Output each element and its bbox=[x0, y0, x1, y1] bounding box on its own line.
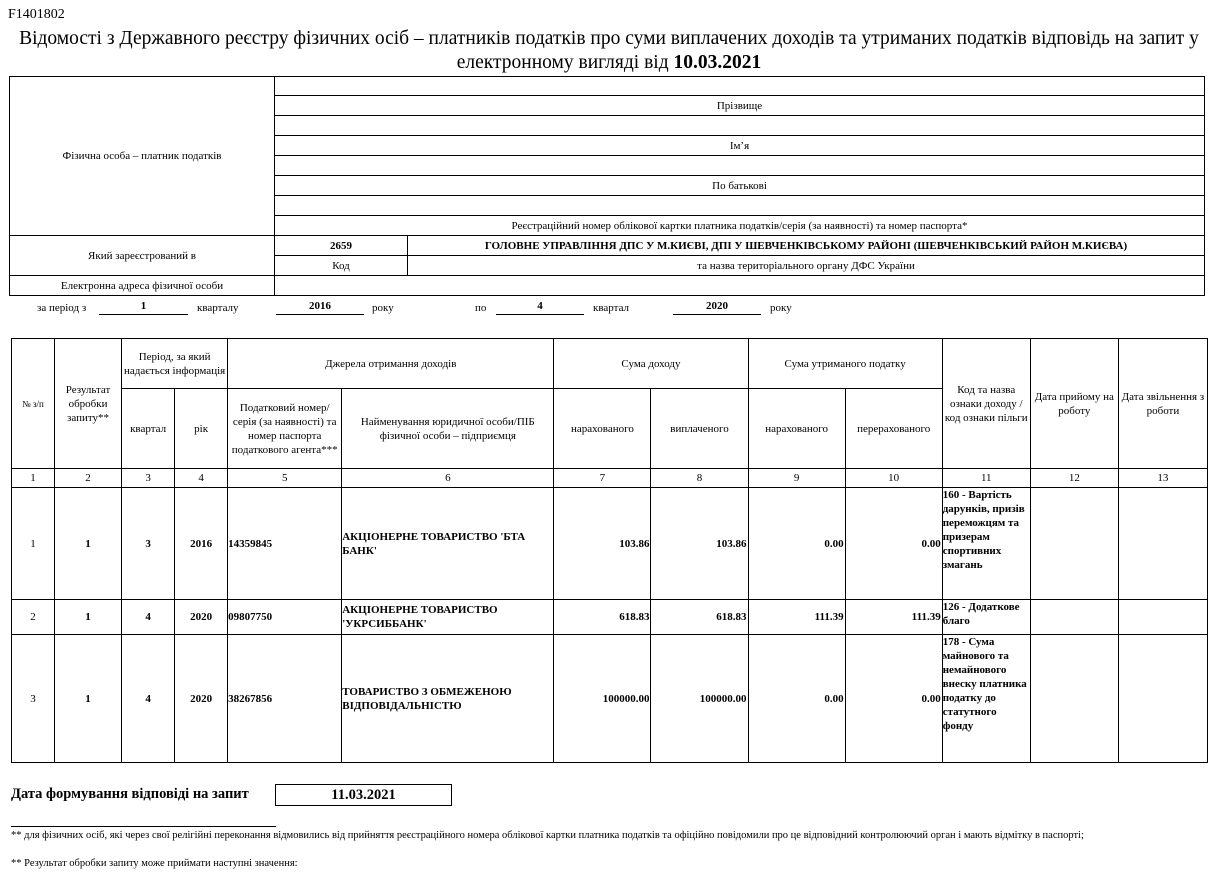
period-year-word-1: року bbox=[372, 302, 394, 314]
header-tax-id: Податковий номер/ серія (за наявності) та номер паспорта податкового агента*** bbox=[228, 389, 342, 469]
name-label: Ім’я bbox=[275, 136, 1205, 156]
header-year: рік bbox=[175, 389, 228, 469]
col-number: 2 bbox=[55, 469, 122, 488]
registered-label: Який зареєстрований в bbox=[10, 236, 275, 276]
row-entity: ТОВАРИСТВО З ОБМЕЖЕНОЮ ВІДПОВІДАЛЬНІСТЮ bbox=[342, 635, 554, 763]
row-num: 3 bbox=[12, 635, 55, 763]
patronymic-value bbox=[275, 156, 1205, 176]
footnote-1: ** для фізичних осіб, які через свої релігійні переконання відмовились від прийняття реєстраційного номера облікової картки платника податків та офіційно повідомили про це відповідний контролюючий орган і мають відмітку в паспорті; bbox=[11, 830, 1084, 841]
col-number: 9 bbox=[748, 469, 845, 488]
table-row bbox=[12, 635, 1208, 763]
row-num: 2 bbox=[12, 600, 55, 635]
col-number: 10 bbox=[845, 469, 942, 488]
form-code: F1401802 bbox=[8, 7, 65, 22]
col-number: 7 bbox=[554, 469, 651, 488]
row-paid: 100000.00 bbox=[651, 635, 748, 763]
row-paid: 103.86 bbox=[651, 488, 748, 600]
office-caption: та назва територіального органу ДФС України bbox=[408, 256, 1205, 276]
header-hire-date: Дата прийому на роботу bbox=[1030, 339, 1118, 469]
row-fire-date bbox=[1118, 600, 1207, 635]
row-tax-transferred: 111.39 bbox=[845, 600, 942, 635]
page-title bbox=[0, 27, 1218, 75]
response-date-label: Дата формування відповіді на запит bbox=[11, 786, 249, 802]
period-to-quarter: 4 bbox=[496, 300, 584, 315]
header-paid: виплаченого bbox=[651, 389, 748, 469]
office-name: ГОЛОВНЕ УПРАВЛІННЯ ДПС У М.КИЄВІ, ДПІ У ШЕВЧЕНКІВСЬКОМУ РАЙОНІ (ШЕВЧЕНКІВСЬКИЙ РАЙОН М.КИЄВА) bbox=[408, 236, 1205, 256]
email-value bbox=[275, 276, 1205, 296]
surname-value bbox=[275, 77, 1205, 96]
response-date-value: 11.03.2021 bbox=[275, 784, 452, 806]
reg-number-label: Реєстраційний номер облікової картки платника податків/серія (за наявності) та номер паспорта* bbox=[275, 216, 1205, 236]
row-hire-date bbox=[1030, 600, 1118, 635]
row-tax-id: 09807750 bbox=[228, 600, 342, 635]
row-result: 1 bbox=[55, 635, 122, 763]
row-accrued: 618.83 bbox=[554, 600, 651, 635]
person-info-table bbox=[9, 76, 1205, 296]
col-number: 11 bbox=[942, 469, 1030, 488]
header-fire-date: Дата звільнення з роботи bbox=[1118, 339, 1207, 469]
period-quarter-word-2: квартал bbox=[593, 302, 630, 314]
header-quarter: квартал bbox=[122, 389, 175, 469]
table-row bbox=[12, 600, 1208, 635]
row-code: 126 - Додаткове благо bbox=[942, 600, 1030, 635]
row-tax-accrued: 0.00 bbox=[748, 635, 845, 763]
period-to-label: по bbox=[475, 302, 487, 314]
period-from-label: за період з bbox=[37, 302, 87, 314]
patronymic-label: По батькові bbox=[275, 176, 1205, 196]
col-number: 8 bbox=[651, 469, 748, 488]
period-from-quarter: 1 bbox=[99, 300, 188, 315]
row-hire-date bbox=[1030, 635, 1118, 763]
row-accrued: 103.86 bbox=[554, 488, 651, 600]
response-date bbox=[11, 786, 396, 803]
row-quarter: 3 bbox=[122, 488, 175, 600]
header-tax-transferred: перерахованого bbox=[845, 389, 942, 469]
col-number: 1 bbox=[12, 469, 55, 488]
row-tax-transferred: 0.00 bbox=[845, 488, 942, 600]
col-number: 4 bbox=[175, 469, 228, 488]
header-sources: Джерела отримання доходів bbox=[228, 339, 554, 389]
period-from-year: 2016 bbox=[276, 300, 364, 315]
col-number: 3 bbox=[122, 469, 175, 488]
row-hire-date bbox=[1030, 488, 1118, 600]
row-tax-id: 14359845 bbox=[228, 488, 342, 600]
table-row bbox=[12, 488, 1208, 600]
col-number: 13 bbox=[1118, 469, 1207, 488]
row-quarter: 4 bbox=[122, 600, 175, 635]
reg-number-value bbox=[275, 196, 1205, 216]
row-fire-date bbox=[1118, 635, 1207, 763]
header-code: Код та назва ознаки доходу / код ознаки пільги bbox=[942, 339, 1030, 469]
email-label: Електронна адреса фізичної особи bbox=[10, 276, 275, 296]
header-result: Результат обробки запиту** bbox=[55, 339, 122, 469]
header-tax: Сума утриманого податку bbox=[748, 339, 942, 389]
row-num: 1 bbox=[12, 488, 55, 600]
row-year: 2020 bbox=[175, 635, 228, 763]
header-tax-accrued: нарахованого bbox=[748, 389, 845, 469]
period-quarter-word-1: кварталу bbox=[197, 302, 239, 314]
name-value bbox=[275, 116, 1205, 136]
footnote-divider bbox=[11, 826, 276, 827]
col-number: 6 bbox=[342, 469, 554, 488]
period-year-word-2: року bbox=[770, 302, 792, 314]
surname-label: Прізвище bbox=[275, 96, 1205, 116]
period-to-year: 2020 bbox=[673, 300, 761, 315]
title-date: 10.03.2021 bbox=[673, 52, 762, 73]
office-code: 2659 bbox=[275, 236, 408, 256]
person-label: Фізична особа – платник податків bbox=[10, 77, 275, 236]
title-line-2 bbox=[0, 51, 1218, 75]
footnote-2: ** Результат обробки запиту може приймати наступні значення: bbox=[11, 858, 298, 869]
row-year: 2016 bbox=[175, 488, 228, 600]
row-tax-id: 38267856 bbox=[228, 635, 342, 763]
header-accrued: нарахованого bbox=[554, 389, 651, 469]
income-table bbox=[11, 338, 1208, 763]
row-result: 1 bbox=[55, 488, 122, 600]
row-entity: АКЦІОНЕРНЕ ТОВАРИСТВО 'УКРСИББАНК' bbox=[342, 600, 554, 635]
period-line bbox=[0, 300, 1218, 318]
row-tax-accrued: 0.00 bbox=[748, 488, 845, 600]
row-code: 178 - Сума майнового та немайнового внеску платника податку до статутного фонду bbox=[942, 635, 1030, 763]
header-income: Сума доходу bbox=[554, 339, 748, 389]
code-label: Код bbox=[275, 256, 408, 276]
col-number: 12 bbox=[1030, 469, 1118, 488]
row-fire-date bbox=[1118, 488, 1207, 600]
header-entity: Найменування юридичної особи/ПІБ фізичної особи – підприємця bbox=[342, 389, 554, 469]
header-num: № з/п bbox=[12, 339, 55, 469]
row-paid: 618.83 bbox=[651, 600, 748, 635]
title-prefix: електронному вигляді від bbox=[456, 52, 674, 73]
row-result: 1 bbox=[55, 600, 122, 635]
col-number: 5 bbox=[228, 469, 342, 488]
row-year: 2020 bbox=[175, 600, 228, 635]
row-accrued: 100000.00 bbox=[554, 635, 651, 763]
title-line-1: Відомості з Державного реєстру фізичних осіб – платників податків про суми виплачених доходів та утриманих податків відповідь на запит у bbox=[19, 28, 1199, 49]
row-tax-accrued: 111.39 bbox=[748, 600, 845, 635]
row-quarter: 4 bbox=[122, 635, 175, 763]
header-period: Період, за який надається інформація bbox=[122, 339, 228, 389]
row-code: 160 - Вартість дарунків, призів переможцям та призерам спортивних змагань bbox=[942, 488, 1030, 600]
row-tax-transferred: 0.00 bbox=[845, 635, 942, 763]
row-entity: АКЦІОНЕРНЕ ТОВАРИСТВО 'БТА БАНК' bbox=[342, 488, 554, 600]
